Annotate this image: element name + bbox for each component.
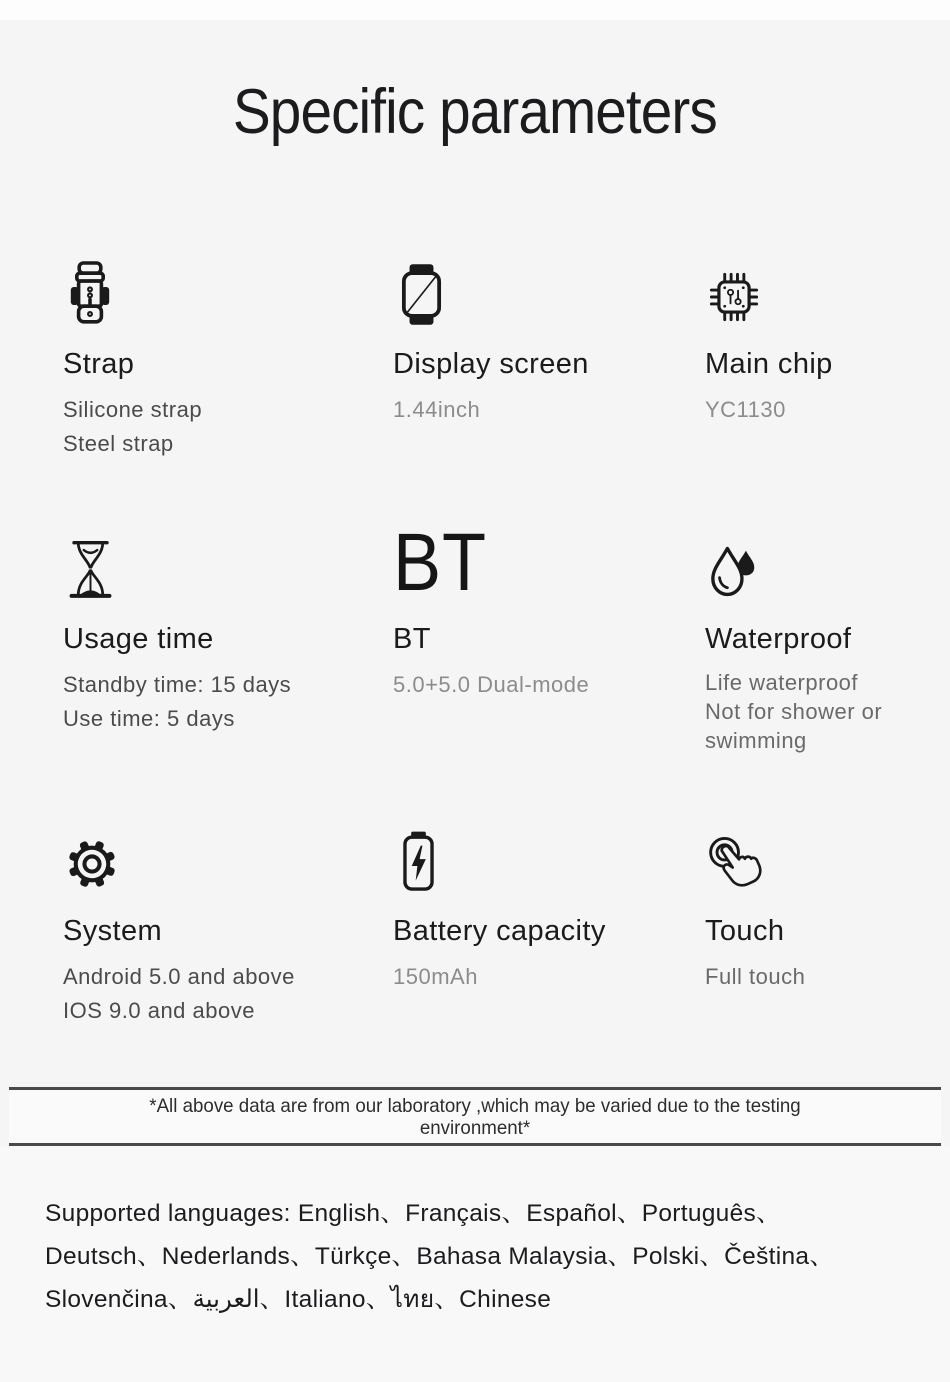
supported-languages-text: Supported languages: English、Français、Español、Português、Deutsch、Nederlands、Türkçe、Bahasa Malaysia、Polski、Čeština、Slovenčina、العربية、Italiano、ไทย、Chinese: [45, 1200, 835, 1313]
spec-values: [63, 668, 393, 736]
spec-value-line: Silicone strap: [63, 397, 203, 422]
touch-gesture-icon: [705, 799, 950, 893]
spec-value-line: Life waterproof: [705, 670, 859, 695]
spec-value-line: Use time: 5 days: [63, 706, 235, 731]
spec-value-line: IOS 9.0 and above: [63, 998, 255, 1023]
spec-value-line: 5.0+5.0 Dual-mode: [393, 672, 590, 697]
footnote-line-1: *All above data are from our laboratory ,which may be varied due to the testing: [149, 1095, 801, 1117]
footnote: [9, 1087, 941, 1146]
spec-value-line: Full touch: [705, 964, 806, 989]
spec-heading: Strap: [63, 348, 135, 380]
spec-cell-touch: [705, 799, 950, 1028]
hourglass-icon: [63, 507, 393, 601]
spec-heading: System: [63, 915, 163, 947]
spec-values: [393, 960, 705, 994]
spec-values: [705, 960, 950, 994]
spec-values: [705, 393, 950, 427]
spec-value-line: 150mAh: [393, 964, 478, 989]
spec-values: [63, 960, 393, 1028]
chip-icon: [705, 232, 950, 326]
spec-cell-battery: [393, 799, 705, 1028]
water-drop-icon: [705, 507, 950, 601]
spec-row-2: [0, 507, 950, 755]
bt-letters-icon: BT: [393, 517, 487, 608]
spec-cell-waterproof: [705, 507, 950, 755]
spec-heading: Display screen: [393, 348, 589, 380]
spec-heading: Touch: [705, 915, 785, 947]
spec-value-line: Steel strap: [63, 431, 174, 456]
page-title: Specific parameters: [233, 77, 717, 147]
spec-values: [63, 393, 393, 461]
spec-heading: Usage time: [63, 623, 214, 655]
spec-heading: Battery capacity: [393, 915, 606, 947]
spec-heading: Main chip: [705, 348, 833, 380]
spec-value-line: Not for shower or: [705, 699, 883, 724]
spec-cell-bt: [393, 507, 705, 755]
spec-cell-display: [393, 232, 705, 461]
spec-sheet: [0, 20, 950, 1087]
top-strip: [0, 0, 950, 20]
spec-value-line: Standby time: 15 days: [63, 672, 292, 697]
spec-value-line: 1.44inch: [393, 397, 481, 422]
spec-value-line: Android 5.0 and above: [63, 964, 295, 989]
spec-row-3: [0, 799, 950, 1028]
spec-cell-strap: [63, 232, 393, 461]
spec-values: [393, 668, 705, 702]
spec-heading: Waterproof: [705, 623, 852, 655]
footnote-line-2: environment*: [419, 1117, 531, 1139]
spec-values: [705, 668, 950, 755]
spec-cell-system: [63, 799, 393, 1028]
spec-values: [393, 393, 705, 427]
spec-value-line: swimming: [705, 728, 807, 753]
gear-icon: [63, 799, 393, 893]
battery-icon: [393, 799, 705, 893]
spec-heading: BT: [393, 623, 431, 655]
spec-value-line: YC1130: [705, 397, 786, 422]
spec-cell-usage-time: [63, 507, 393, 755]
spec-cell-chip: [705, 232, 950, 461]
smartwatch-display-icon: [393, 232, 705, 326]
spec-row-1: [0, 232, 950, 461]
watch-strap-icon: [63, 232, 393, 326]
languages-section: [0, 1146, 950, 1382]
